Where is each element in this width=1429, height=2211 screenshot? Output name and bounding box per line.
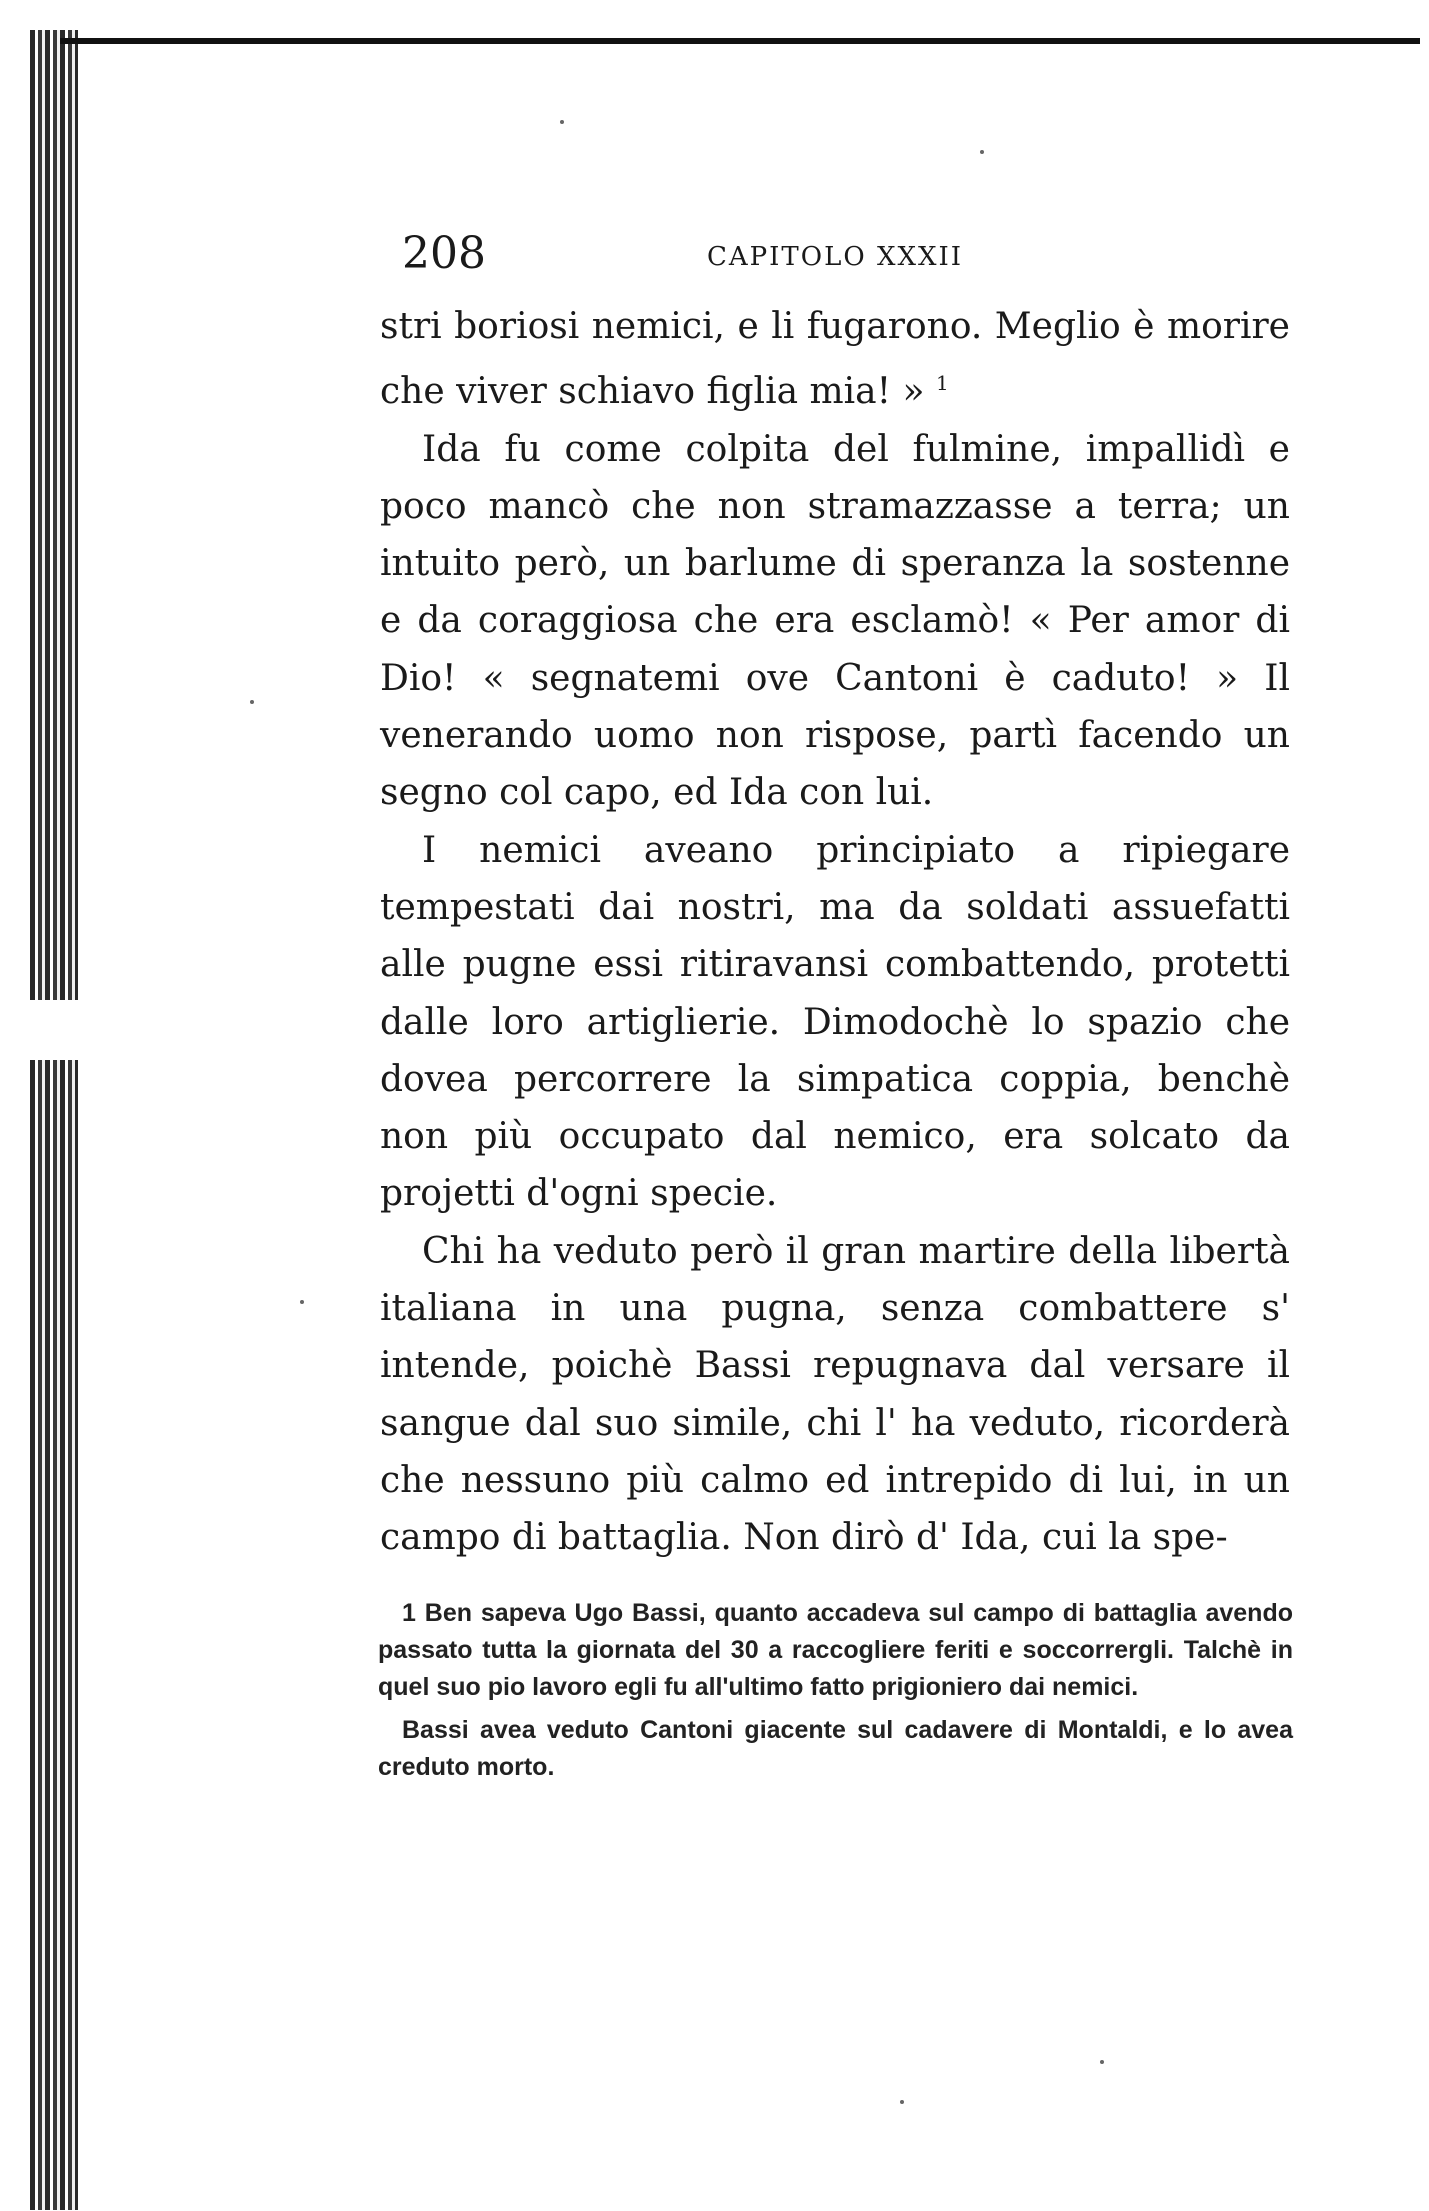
paragraph: I nemici aveano principiato a ripiegare tempestati dai nostri, ma da soldati assuefatti alle pugne essi ritiravansi combattendo, protetti dalle loro artiglierie. Dimodochè lo spazio che dovea percorrere la simpatica coppia, benchè non più occupato dal nemico, era solcato da projetti d'ogni specie. bbox=[380, 829, 1290, 1215]
scan-binding-edge bbox=[30, 30, 78, 2210]
running-head: CAPITOLO XXXII bbox=[707, 242, 964, 272]
scan-top-edge bbox=[60, 38, 1420, 44]
scan-speck bbox=[980, 150, 984, 154]
scan-speck bbox=[250, 700, 254, 704]
scan-speck bbox=[900, 2100, 904, 2104]
scan-speck bbox=[1100, 2060, 1104, 2064]
paragraph: stri boriosi nemici, e li fugarono. Meglio è morire che viver schiavo figlia mia! » $^1$ bbox=[380, 306, 1290, 413]
scan-binding-gap bbox=[30, 1000, 78, 1060]
footnote: Bassi avea veduto Cantoni giacente sul cadavere di Montaldi, e lo avea creduto morto. bbox=[378, 1716, 1293, 1781]
page-header bbox=[402, 228, 1302, 288]
scan-speck bbox=[300, 1300, 304, 1304]
paragraph: Chi ha veduto però il gran martire della libertà italiana in una pugna, senza combattere s' intende, poichè Bassi repugnava dal versare il sangue dal suo simile, chi l' ha veduto, ricorderà che nessuno più calmo ed intrepido di lui, in un campo di battaglia. Non dirò d' Ida, cui la spe- bbox=[380, 1230, 1290, 1559]
footnote-ref[interactable]: 1 bbox=[936, 371, 949, 396]
page-number: 208 bbox=[402, 228, 486, 279]
footnote: 1 Ben sapeva Ugo Bassi, quanto accadeva sul campo di battaglia avendo passato tutta la giornata del 30 a raccogliere feriti e soccorrergli. Talchè in quel suo pio lavoro egli fu all'ultimo fatto prigioniero dai nemici. bbox=[378, 1599, 1293, 1701]
scan-speck bbox=[560, 120, 564, 124]
footnotes bbox=[378, 1595, 1293, 1792]
body-text bbox=[380, 298, 1290, 1567]
paragraph: Ida fu come colpita del fulmine, impallidì e poco mancò che non stramazzasse a terra; un intuito però, un barlume di speranza la sostenne e da coraggiosa che era esclamò! « Per amor di Dio! « segnatemi ove Cantoni è caduto! » Il venerando uomo non rispose, partì facendo un segno col capo, ed Ida con lui. bbox=[380, 428, 1290, 814]
